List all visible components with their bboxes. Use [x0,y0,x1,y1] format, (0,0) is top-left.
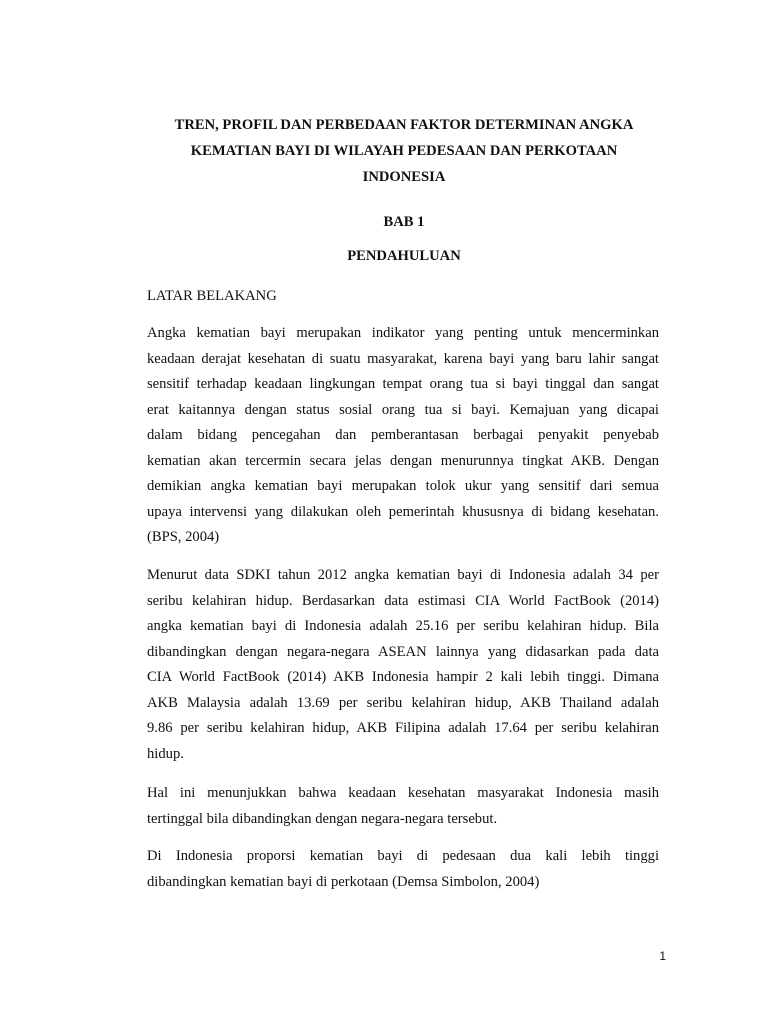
paragraph-line: kematian akan tercermin secara jelas dengan menurunnya tingkat AKB. Dengan [147,452,659,469]
chapter-number: BAB 1 [383,214,425,230]
document-title [140,112,668,190]
paragraph-line: Di Indonesia proporsi kematian bayi di pedesaan dua kali lebih tinggi [147,848,659,864]
paragraph-line: dibandingkan dengan negara-negara ASEAN lainnya yang didasarkan pada data [147,643,659,660]
paragraph-line: upaya intervensi yang dilakukan oleh pemerintah khususnya di bidang kesehatan. [147,503,659,520]
paragraph-line: seribu kelahiran hidup. Berdasarkan data estimasi CIA World FactBook (2014) [147,592,659,609]
paragraph-line: 9.86 per seribu kelahiran hidup, AKB Filipina adalah 17.64 per seribu kelahiran [147,720,659,736]
paragraph-line: Menurut data SDKI tahun 2012 angka kematian bayi di Indonesia adalah 34 per [147,567,659,583]
title-line: INDONESIA [362,169,446,185]
paragraph-line: Angka kematian bayi merupakan indikator yang penting untuk mencerminkan [147,325,659,341]
paragraph [147,781,659,832]
paragraph-line: AKB Malaysia adalah 13.69 per seribu kelahiran hidup, AKB Thailand adalah [147,694,659,711]
paragraph-line: Hal ini menunjukkan bahwa keadaan kesehatan masyarakat Indonesia masih [147,785,659,801]
paragraph-line: hidup. [147,745,184,762]
paragraph-line: sensitif terhadap keadaan lingkungan tempat orang tua si bayi tinggal dan sangat [147,376,659,392]
paragraph-line: dibandingkan kematian bayi di perkotaan (Demsa Simbolon, 2004) [147,873,540,890]
title-line: TREN, PROFIL DAN PERBEDAAN FAKTOR DETERMINAN ANGKA [174,117,634,133]
section-heading: LATAR BELAKANG [147,288,277,304]
paragraph-line: angka kematian bayi di Indonesia adalah 25.16 per seribu kelahiran hidup. Bila [147,618,659,634]
paragraph-line: tertinggal bila dibandingkan dengan negara-negara tersebut. [147,810,498,827]
paragraph [147,321,659,551]
paragraph-line: (BPS, 2004) [147,529,220,545]
paragraph [147,844,659,895]
paragraph-line: keadaan derajat kesehatan di suatu masyarakat, karena bayi yang baru lahir sangat [147,350,659,367]
paragraph-line: CIA World FactBook (2014) AKB Indonesia hampir 2 kali lebih tinggi. Dimana [147,669,659,685]
paragraph-line: erat kaitannya dengan status sosial orang tua si bayi. Kemajuan yang dicapai [147,401,659,418]
chapter-title: PENDAHULUAN [347,248,461,264]
page-number: 1 [659,949,666,963]
paragraph-line: dalam bidang pencegahan dan pemberantasan berbagai penyakit penyebab [147,427,659,443]
paragraph-line: demikian angka kematian bayi merupakan tolok ukur yang sensitif dari semua [147,478,659,494]
title-line: KEMATIAN BAYI DI WILAYAH PEDESAAN DAN PERKOTAAN [190,143,618,159]
paragraph [147,563,659,767]
